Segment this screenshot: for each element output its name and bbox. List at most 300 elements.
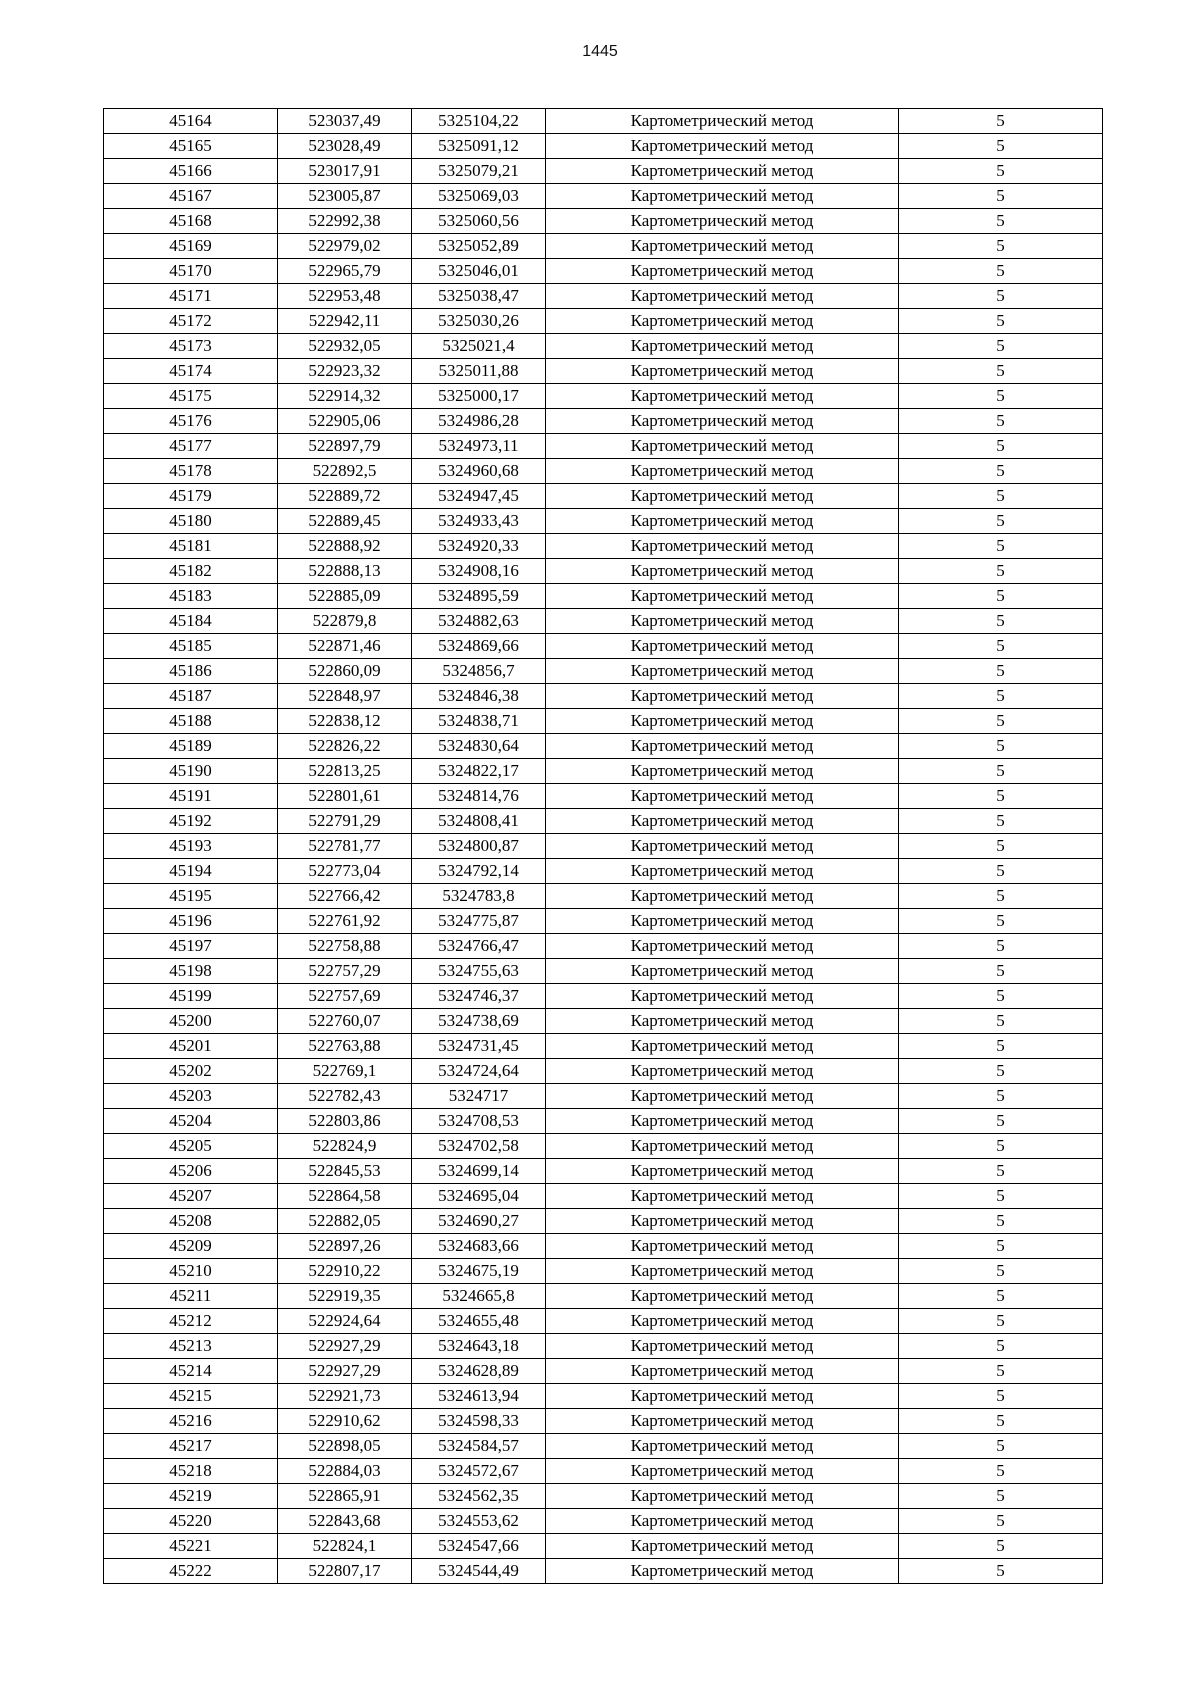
table-row bbox=[104, 484, 1103, 509]
y-coordinate-cell: 5324869,66 bbox=[412, 634, 546, 659]
table-row bbox=[104, 909, 1103, 934]
point-number-cell: 45197 bbox=[104, 934, 278, 959]
method-cell: Картометрический метод bbox=[546, 934, 899, 959]
x-coordinate-cell: 522953,48 bbox=[278, 284, 412, 309]
point-number-cell: 45211 bbox=[104, 1284, 278, 1309]
x-coordinate-cell: 522979,02 bbox=[278, 234, 412, 259]
table-row bbox=[104, 1459, 1103, 1484]
point-number-cell: 45198 bbox=[104, 959, 278, 984]
x-coordinate-cell: 522763,88 bbox=[278, 1034, 412, 1059]
point-number-cell: 45209 bbox=[104, 1234, 278, 1259]
y-coordinate-cell: 5324717 bbox=[412, 1084, 546, 1109]
table-row bbox=[104, 984, 1103, 1009]
y-coordinate-cell: 5324783,8 bbox=[412, 884, 546, 909]
y-coordinate-cell: 5325011,88 bbox=[412, 359, 546, 384]
y-coordinate-cell: 5324584,57 bbox=[412, 1434, 546, 1459]
y-coordinate-cell: 5325021,4 bbox=[412, 334, 546, 359]
y-coordinate-cell: 5324562,35 bbox=[412, 1484, 546, 1509]
table-row bbox=[104, 1534, 1103, 1559]
x-coordinate-cell: 523017,91 bbox=[278, 159, 412, 184]
y-coordinate-cell: 5324882,63 bbox=[412, 609, 546, 634]
point-number-cell: 45204 bbox=[104, 1109, 278, 1134]
y-coordinate-cell: 5324755,63 bbox=[412, 959, 546, 984]
point-number-cell: 45175 bbox=[104, 384, 278, 409]
point-number-cell: 45222 bbox=[104, 1559, 278, 1584]
point-number-cell: 45214 bbox=[104, 1359, 278, 1384]
method-cell: Картометрический метод bbox=[546, 234, 899, 259]
y-coordinate-cell: 5324613,94 bbox=[412, 1384, 546, 1409]
x-coordinate-cell: 522838,12 bbox=[278, 709, 412, 734]
y-coordinate-cell: 5325091,12 bbox=[412, 134, 546, 159]
point-number-cell: 45187 bbox=[104, 684, 278, 709]
accuracy-cell: 5 bbox=[899, 1359, 1103, 1384]
point-number-cell: 45176 bbox=[104, 409, 278, 434]
table-row bbox=[104, 234, 1103, 259]
accuracy-cell: 5 bbox=[899, 459, 1103, 484]
x-coordinate-cell: 522791,29 bbox=[278, 809, 412, 834]
method-cell: Картометрический метод bbox=[546, 584, 899, 609]
method-cell: Картометрический метод bbox=[546, 534, 899, 559]
y-coordinate-cell: 5324675,19 bbox=[412, 1259, 546, 1284]
y-coordinate-cell: 5324792,14 bbox=[412, 859, 546, 884]
table-row bbox=[104, 609, 1103, 634]
method-cell: Картометрический метод bbox=[546, 1234, 899, 1259]
accuracy-cell: 5 bbox=[899, 1059, 1103, 1084]
method-cell: Картометрический метод bbox=[546, 559, 899, 584]
y-coordinate-cell: 5325052,89 bbox=[412, 234, 546, 259]
coordinates-table-body bbox=[104, 109, 1103, 1584]
accuracy-cell: 5 bbox=[899, 1559, 1103, 1584]
accuracy-cell: 5 bbox=[899, 684, 1103, 709]
x-coordinate-cell: 522769,1 bbox=[278, 1059, 412, 1084]
table-row bbox=[104, 1509, 1103, 1534]
point-number-cell: 45193 bbox=[104, 834, 278, 859]
accuracy-cell: 5 bbox=[899, 1234, 1103, 1259]
y-coordinate-cell: 5324547,66 bbox=[412, 1534, 546, 1559]
point-number-cell: 45166 bbox=[104, 159, 278, 184]
point-number-cell: 45191 bbox=[104, 784, 278, 809]
y-coordinate-cell: 5324830,64 bbox=[412, 734, 546, 759]
table-row bbox=[104, 1084, 1103, 1109]
point-number-cell: 45201 bbox=[104, 1034, 278, 1059]
x-coordinate-cell: 522884,03 bbox=[278, 1459, 412, 1484]
accuracy-cell: 5 bbox=[899, 559, 1103, 584]
point-number-cell: 45170 bbox=[104, 259, 278, 284]
x-coordinate-cell: 522927,29 bbox=[278, 1334, 412, 1359]
accuracy-cell: 5 bbox=[899, 934, 1103, 959]
point-number-cell: 45189 bbox=[104, 734, 278, 759]
method-cell: Картометрический метод bbox=[546, 259, 899, 284]
table-row bbox=[104, 1034, 1103, 1059]
y-coordinate-cell: 5324690,27 bbox=[412, 1209, 546, 1234]
point-number-cell: 45218 bbox=[104, 1459, 278, 1484]
accuracy-cell: 5 bbox=[899, 509, 1103, 534]
y-coordinate-cell: 5324960,68 bbox=[412, 459, 546, 484]
accuracy-cell: 5 bbox=[899, 359, 1103, 384]
x-coordinate-cell: 522889,72 bbox=[278, 484, 412, 509]
y-coordinate-cell: 5325104,22 bbox=[412, 109, 546, 134]
method-cell: Картометрический метод bbox=[546, 609, 899, 634]
method-cell: Картометрический метод bbox=[546, 334, 899, 359]
y-coordinate-cell: 5324683,66 bbox=[412, 1234, 546, 1259]
coordinates-table-container bbox=[103, 108, 1102, 1584]
x-coordinate-cell: 522801,61 bbox=[278, 784, 412, 809]
method-cell: Картометрический метод bbox=[546, 784, 899, 809]
table-row bbox=[104, 1284, 1103, 1309]
accuracy-cell: 5 bbox=[899, 634, 1103, 659]
accuracy-cell: 5 bbox=[899, 284, 1103, 309]
y-coordinate-cell: 5324553,62 bbox=[412, 1509, 546, 1534]
point-number-cell: 45202 bbox=[104, 1059, 278, 1084]
table-row bbox=[104, 1059, 1103, 1084]
x-coordinate-cell: 522927,29 bbox=[278, 1359, 412, 1384]
point-number-cell: 45167 bbox=[104, 184, 278, 209]
point-number-cell: 45205 bbox=[104, 1134, 278, 1159]
y-coordinate-cell: 5324822,17 bbox=[412, 759, 546, 784]
method-cell: Картометрический метод bbox=[546, 1309, 899, 1334]
table-row bbox=[104, 1484, 1103, 1509]
table-row bbox=[104, 134, 1103, 159]
y-coordinate-cell: 5324986,28 bbox=[412, 409, 546, 434]
point-number-cell: 45183 bbox=[104, 584, 278, 609]
method-cell: Картометрический метод bbox=[546, 734, 899, 759]
method-cell: Картометрический метод bbox=[546, 509, 899, 534]
table-row bbox=[104, 1009, 1103, 1034]
method-cell: Картометрический метод bbox=[546, 1509, 899, 1534]
x-coordinate-cell: 522845,53 bbox=[278, 1159, 412, 1184]
accuracy-cell: 5 bbox=[899, 834, 1103, 859]
point-number-cell: 45177 bbox=[104, 434, 278, 459]
point-number-cell: 45212 bbox=[104, 1309, 278, 1334]
x-coordinate-cell: 522807,17 bbox=[278, 1559, 412, 1584]
point-number-cell: 45173 bbox=[104, 334, 278, 359]
y-coordinate-cell: 5324643,18 bbox=[412, 1334, 546, 1359]
method-cell: Картометрический метод bbox=[546, 1084, 899, 1109]
accuracy-cell: 5 bbox=[899, 1384, 1103, 1409]
y-coordinate-cell: 5324808,41 bbox=[412, 809, 546, 834]
accuracy-cell: 5 bbox=[899, 659, 1103, 684]
method-cell: Картометрический метод bbox=[546, 1259, 899, 1284]
x-coordinate-cell: 522757,29 bbox=[278, 959, 412, 984]
accuracy-cell: 5 bbox=[899, 859, 1103, 884]
point-number-cell: 45174 bbox=[104, 359, 278, 384]
accuracy-cell: 5 bbox=[899, 1209, 1103, 1234]
accuracy-cell: 5 bbox=[899, 109, 1103, 134]
table-row bbox=[104, 1159, 1103, 1184]
table-row bbox=[104, 284, 1103, 309]
x-coordinate-cell: 522843,68 bbox=[278, 1509, 412, 1534]
method-cell: Картометрический метод bbox=[546, 1209, 899, 1234]
table-row bbox=[104, 1134, 1103, 1159]
point-number-cell: 45185 bbox=[104, 634, 278, 659]
point-number-cell: 45190 bbox=[104, 759, 278, 784]
y-coordinate-cell: 5325069,03 bbox=[412, 184, 546, 209]
x-coordinate-cell: 522782,43 bbox=[278, 1084, 412, 1109]
table-row bbox=[104, 1109, 1103, 1134]
method-cell: Картометрический метод bbox=[546, 859, 899, 884]
table-row bbox=[104, 459, 1103, 484]
x-coordinate-cell: 522919,35 bbox=[278, 1284, 412, 1309]
y-coordinate-cell: 5324920,33 bbox=[412, 534, 546, 559]
y-coordinate-cell: 5324695,04 bbox=[412, 1184, 546, 1209]
point-number-cell: 45220 bbox=[104, 1509, 278, 1534]
accuracy-cell: 5 bbox=[899, 159, 1103, 184]
x-coordinate-cell: 523037,49 bbox=[278, 109, 412, 134]
point-number-cell: 45172 bbox=[104, 309, 278, 334]
method-cell: Картометрический метод bbox=[546, 209, 899, 234]
x-coordinate-cell: 522848,97 bbox=[278, 684, 412, 709]
table-row bbox=[104, 1234, 1103, 1259]
table-row bbox=[104, 659, 1103, 684]
method-cell: Картометрический метод bbox=[546, 359, 899, 384]
x-coordinate-cell: 522758,88 bbox=[278, 934, 412, 959]
y-coordinate-cell: 5325060,56 bbox=[412, 209, 546, 234]
x-coordinate-cell: 522888,13 bbox=[278, 559, 412, 584]
x-coordinate-cell: 522826,22 bbox=[278, 734, 412, 759]
table-row bbox=[104, 1434, 1103, 1459]
accuracy-cell: 5 bbox=[899, 1184, 1103, 1209]
method-cell: Картометрический метод bbox=[546, 659, 899, 684]
table-row bbox=[104, 584, 1103, 609]
method-cell: Картометрический метод bbox=[546, 759, 899, 784]
point-number-cell: 45213 bbox=[104, 1334, 278, 1359]
point-number-cell: 45215 bbox=[104, 1384, 278, 1409]
table-row bbox=[104, 809, 1103, 834]
accuracy-cell: 5 bbox=[899, 409, 1103, 434]
point-number-cell: 45195 bbox=[104, 884, 278, 909]
accuracy-cell: 5 bbox=[899, 759, 1103, 784]
accuracy-cell: 5 bbox=[899, 234, 1103, 259]
method-cell: Картометрический метод bbox=[546, 984, 899, 1009]
method-cell: Картометрический метод bbox=[546, 1159, 899, 1184]
x-coordinate-cell: 522824,1 bbox=[278, 1534, 412, 1559]
table-row bbox=[104, 934, 1103, 959]
method-cell: Картометрический метод bbox=[546, 809, 899, 834]
y-coordinate-cell: 5324800,87 bbox=[412, 834, 546, 859]
method-cell: Картометрический метод bbox=[546, 159, 899, 184]
table-row bbox=[104, 409, 1103, 434]
accuracy-cell: 5 bbox=[899, 1534, 1103, 1559]
point-number-cell: 45216 bbox=[104, 1409, 278, 1434]
point-number-cell: 45180 bbox=[104, 509, 278, 534]
y-coordinate-cell: 5325079,21 bbox=[412, 159, 546, 184]
point-number-cell: 45219 bbox=[104, 1484, 278, 1509]
table-row bbox=[104, 1559, 1103, 1584]
x-coordinate-cell: 522942,11 bbox=[278, 309, 412, 334]
accuracy-cell: 5 bbox=[899, 1084, 1103, 1109]
accuracy-cell: 5 bbox=[899, 534, 1103, 559]
method-cell: Картометрический метод bbox=[546, 1284, 899, 1309]
y-coordinate-cell: 5324846,38 bbox=[412, 684, 546, 709]
point-number-cell: 45168 bbox=[104, 209, 278, 234]
y-coordinate-cell: 5324699,14 bbox=[412, 1159, 546, 1184]
x-coordinate-cell: 522897,26 bbox=[278, 1234, 412, 1259]
method-cell: Картометрический метод bbox=[546, 1184, 899, 1209]
table-row bbox=[104, 734, 1103, 759]
accuracy-cell: 5 bbox=[899, 259, 1103, 284]
point-number-cell: 45217 bbox=[104, 1434, 278, 1459]
x-coordinate-cell: 522885,09 bbox=[278, 584, 412, 609]
page-number: 1445 bbox=[582, 43, 618, 60]
y-coordinate-cell: 5324856,7 bbox=[412, 659, 546, 684]
method-cell: Картометрический метод bbox=[546, 284, 899, 309]
coordinates-table bbox=[103, 108, 1103, 1584]
accuracy-cell: 5 bbox=[899, 584, 1103, 609]
point-number-cell: 45200 bbox=[104, 1009, 278, 1034]
table-row bbox=[104, 834, 1103, 859]
method-cell: Картометрический метод bbox=[546, 109, 899, 134]
accuracy-cell: 5 bbox=[899, 184, 1103, 209]
method-cell: Картометрический метод bbox=[546, 634, 899, 659]
accuracy-cell: 5 bbox=[899, 1409, 1103, 1434]
accuracy-cell: 5 bbox=[899, 1484, 1103, 1509]
accuracy-cell: 5 bbox=[899, 809, 1103, 834]
y-coordinate-cell: 5324933,43 bbox=[412, 509, 546, 534]
table-row bbox=[104, 1359, 1103, 1384]
accuracy-cell: 5 bbox=[899, 1334, 1103, 1359]
accuracy-cell: 5 bbox=[899, 1159, 1103, 1184]
x-coordinate-cell: 523028,49 bbox=[278, 134, 412, 159]
x-coordinate-cell: 522905,06 bbox=[278, 409, 412, 434]
accuracy-cell: 5 bbox=[899, 1009, 1103, 1034]
y-coordinate-cell: 5324655,48 bbox=[412, 1309, 546, 1334]
table-row bbox=[104, 309, 1103, 334]
table-row bbox=[104, 634, 1103, 659]
table-row bbox=[104, 209, 1103, 234]
method-cell: Картометрический метод bbox=[546, 884, 899, 909]
y-coordinate-cell: 5325000,17 bbox=[412, 384, 546, 409]
y-coordinate-cell: 5324544,49 bbox=[412, 1559, 546, 1584]
point-number-cell: 45184 bbox=[104, 609, 278, 634]
method-cell: Картометрический метод bbox=[546, 1059, 899, 1084]
x-coordinate-cell: 522924,64 bbox=[278, 1309, 412, 1334]
accuracy-cell: 5 bbox=[899, 209, 1103, 234]
accuracy-cell: 5 bbox=[899, 884, 1103, 909]
point-number-cell: 45203 bbox=[104, 1084, 278, 1109]
x-coordinate-cell: 522923,32 bbox=[278, 359, 412, 384]
accuracy-cell: 5 bbox=[899, 1134, 1103, 1159]
table-row bbox=[104, 1384, 1103, 1409]
accuracy-cell: 5 bbox=[899, 1434, 1103, 1459]
x-coordinate-cell: 522889,45 bbox=[278, 509, 412, 534]
accuracy-cell: 5 bbox=[899, 309, 1103, 334]
table-row bbox=[104, 1184, 1103, 1209]
accuracy-cell: 5 bbox=[899, 609, 1103, 634]
method-cell: Картометрический метод bbox=[546, 309, 899, 334]
x-coordinate-cell: 522921,73 bbox=[278, 1384, 412, 1409]
point-number-cell: 45188 bbox=[104, 709, 278, 734]
method-cell: Картометрический метод bbox=[546, 434, 899, 459]
point-number-cell: 45210 bbox=[104, 1259, 278, 1284]
x-coordinate-cell: 523005,87 bbox=[278, 184, 412, 209]
table-row bbox=[104, 684, 1103, 709]
accuracy-cell: 5 bbox=[899, 1109, 1103, 1134]
table-row bbox=[104, 959, 1103, 984]
x-coordinate-cell: 522761,92 bbox=[278, 909, 412, 934]
x-coordinate-cell: 522910,22 bbox=[278, 1259, 412, 1284]
table-row bbox=[104, 1334, 1103, 1359]
y-coordinate-cell: 5324665,8 bbox=[412, 1284, 546, 1309]
accuracy-cell: 5 bbox=[899, 1284, 1103, 1309]
method-cell: Картометрический метод bbox=[546, 1484, 899, 1509]
method-cell: Картометрический метод bbox=[546, 1034, 899, 1059]
table-row bbox=[104, 259, 1103, 284]
table-row bbox=[104, 1309, 1103, 1334]
x-coordinate-cell: 522888,92 bbox=[278, 534, 412, 559]
table-row bbox=[104, 859, 1103, 884]
point-number-cell: 45186 bbox=[104, 659, 278, 684]
x-coordinate-cell: 522757,69 bbox=[278, 984, 412, 1009]
point-number-cell: 45192 bbox=[104, 809, 278, 834]
method-cell: Картометрический метод bbox=[546, 1409, 899, 1434]
table-row bbox=[104, 759, 1103, 784]
x-coordinate-cell: 522932,05 bbox=[278, 334, 412, 359]
x-coordinate-cell: 522773,04 bbox=[278, 859, 412, 884]
table-row bbox=[104, 434, 1103, 459]
method-cell: Картометрический метод bbox=[546, 184, 899, 209]
method-cell: Картометрический метод bbox=[546, 959, 899, 984]
point-number-cell: 45169 bbox=[104, 234, 278, 259]
table-row bbox=[104, 1259, 1103, 1284]
x-coordinate-cell: 522781,77 bbox=[278, 834, 412, 859]
table-row bbox=[104, 709, 1103, 734]
x-coordinate-cell: 522892,5 bbox=[278, 459, 412, 484]
method-cell: Картометрический метод bbox=[546, 709, 899, 734]
y-coordinate-cell: 5324814,76 bbox=[412, 784, 546, 809]
x-coordinate-cell: 522914,32 bbox=[278, 384, 412, 409]
y-coordinate-cell: 5324947,45 bbox=[412, 484, 546, 509]
accuracy-cell: 5 bbox=[899, 134, 1103, 159]
y-coordinate-cell: 5324973,11 bbox=[412, 434, 546, 459]
y-coordinate-cell: 5324775,87 bbox=[412, 909, 546, 934]
table-row bbox=[104, 334, 1103, 359]
table-row bbox=[104, 784, 1103, 809]
accuracy-cell: 5 bbox=[899, 1309, 1103, 1334]
y-coordinate-cell: 5324598,33 bbox=[412, 1409, 546, 1434]
x-coordinate-cell: 522860,09 bbox=[278, 659, 412, 684]
x-coordinate-cell: 522865,91 bbox=[278, 1484, 412, 1509]
x-coordinate-cell: 522864,58 bbox=[278, 1184, 412, 1209]
table-row bbox=[104, 384, 1103, 409]
x-coordinate-cell: 522803,86 bbox=[278, 1109, 412, 1134]
table-row bbox=[104, 509, 1103, 534]
point-number-cell: 45165 bbox=[104, 134, 278, 159]
y-coordinate-cell: 5324572,67 bbox=[412, 1459, 546, 1484]
accuracy-cell: 5 bbox=[899, 784, 1103, 809]
x-coordinate-cell: 522879,8 bbox=[278, 609, 412, 634]
table-row bbox=[104, 1409, 1103, 1434]
table-row bbox=[104, 159, 1103, 184]
table-row bbox=[104, 559, 1103, 584]
method-cell: Картометрический метод bbox=[546, 384, 899, 409]
method-cell: Картометрический метод bbox=[546, 409, 899, 434]
x-coordinate-cell: 522871,46 bbox=[278, 634, 412, 659]
point-number-cell: 45207 bbox=[104, 1184, 278, 1209]
table-row bbox=[104, 184, 1103, 209]
point-number-cell: 45181 bbox=[104, 534, 278, 559]
point-number-cell: 45208 bbox=[104, 1209, 278, 1234]
table-row bbox=[104, 884, 1103, 909]
y-coordinate-cell: 5324895,59 bbox=[412, 584, 546, 609]
y-coordinate-cell: 5325030,26 bbox=[412, 309, 546, 334]
table-row bbox=[104, 359, 1103, 384]
accuracy-cell: 5 bbox=[899, 909, 1103, 934]
method-cell: Картометрический метод bbox=[546, 834, 899, 859]
y-coordinate-cell: 5325046,01 bbox=[412, 259, 546, 284]
x-coordinate-cell: 522824,9 bbox=[278, 1134, 412, 1159]
x-coordinate-cell: 522965,79 bbox=[278, 259, 412, 284]
method-cell: Картометрический метод bbox=[546, 684, 899, 709]
